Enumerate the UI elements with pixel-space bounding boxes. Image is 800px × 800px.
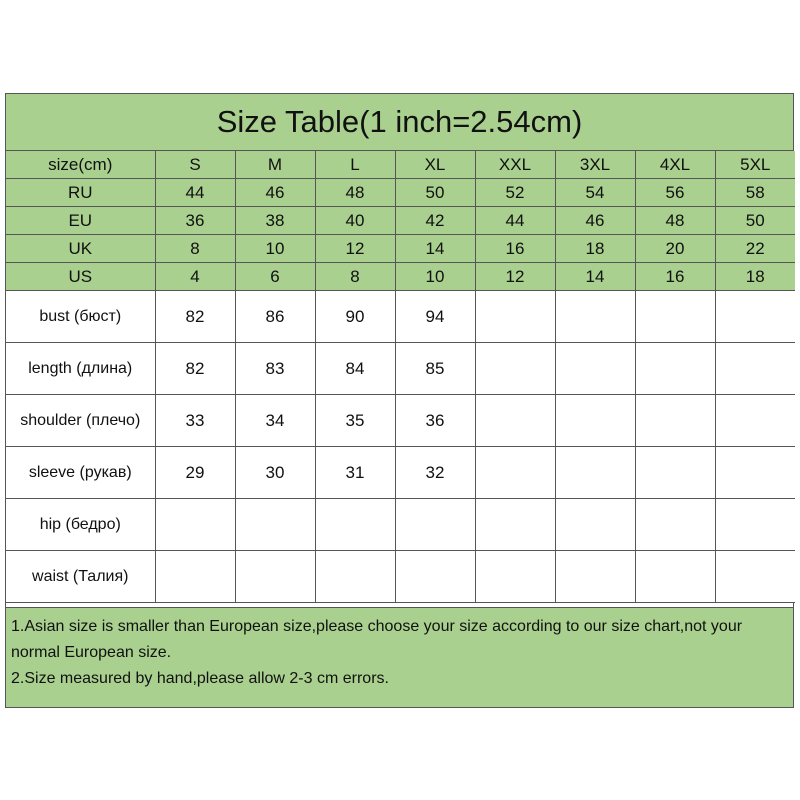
- table-cell: 20: [635, 235, 715, 263]
- row-label: EU: [6, 207, 155, 235]
- table-cell: [715, 551, 795, 603]
- table-row: [6, 551, 795, 603]
- table-cell: [155, 551, 235, 603]
- table-cell: 85: [395, 343, 475, 395]
- table-row: [6, 235, 795, 263]
- table-cell: [395, 551, 475, 603]
- table-cell: [235, 499, 315, 551]
- table-cell: 86: [235, 291, 315, 343]
- table-cell: 44: [475, 207, 555, 235]
- table-cell: 29: [155, 447, 235, 499]
- table-cell: 50: [715, 207, 795, 235]
- table-cell: [635, 343, 715, 395]
- table-cell: 36: [155, 207, 235, 235]
- table-cell: 33: [155, 395, 235, 447]
- row-label: RU: [6, 179, 155, 207]
- table-row: [6, 395, 795, 447]
- table-cell: 52: [475, 179, 555, 207]
- note-text: 1.Asian size is smaller than European size,please choose your size according to our size chart,not your normal European size.: [11, 618, 743, 661]
- row-label: bust (бюст): [6, 291, 155, 343]
- table-cell: [475, 447, 555, 499]
- table-cell: 22: [715, 235, 795, 263]
- table-cell: [475, 551, 555, 603]
- notes-box: [6, 607, 793, 707]
- table-cell: [715, 499, 795, 551]
- table-cell: [635, 291, 715, 343]
- table-cell: 44: [155, 179, 235, 207]
- table-cell: [475, 395, 555, 447]
- table-cell: 82: [155, 343, 235, 395]
- size-chart: [5, 93, 794, 708]
- table-cell: 58: [715, 179, 795, 207]
- table-cell: 18: [715, 263, 795, 291]
- table-cell: 48: [315, 179, 395, 207]
- table-cell: 10: [395, 263, 475, 291]
- table-cell: [555, 551, 635, 603]
- table-cell: 10: [235, 235, 315, 263]
- table-cell: 54: [555, 179, 635, 207]
- table-cell: 8: [315, 263, 395, 291]
- table-cell: [555, 395, 635, 447]
- table-cell: 48: [635, 207, 715, 235]
- table-row: [6, 499, 795, 551]
- table-cell: 90: [315, 291, 395, 343]
- table-cell: [635, 499, 715, 551]
- table-cell: 38: [235, 207, 315, 235]
- table-cell: 46: [235, 179, 315, 207]
- table-cell: [715, 447, 795, 499]
- table-cell: [715, 395, 795, 447]
- table-cell: [715, 343, 795, 395]
- table-cell: [635, 395, 715, 447]
- table-cell: [555, 499, 635, 551]
- table-cell: [715, 291, 795, 343]
- row-label: hip (бедро): [6, 499, 155, 551]
- row-label: waist (Талия): [6, 551, 155, 603]
- table-row: [6, 207, 795, 235]
- table-cell: 16: [475, 235, 555, 263]
- table-row: [6, 343, 795, 395]
- table-cell: [475, 291, 555, 343]
- table-cell: 14: [395, 235, 475, 263]
- table-cell: 12: [315, 235, 395, 263]
- header-cell: L: [315, 151, 395, 179]
- header-row: [6, 151, 795, 179]
- note-text: 2.Size measured by hand,please allow 2-3 cm errors.: [11, 670, 389, 687]
- table-cell: [155, 499, 235, 551]
- table-cell: [635, 551, 715, 603]
- table-row: [6, 263, 795, 291]
- table-cell: [315, 499, 395, 551]
- row-label: length (длина): [6, 343, 155, 395]
- table-cell: 35: [315, 395, 395, 447]
- table-row: [6, 447, 795, 499]
- table-cell: 16: [635, 263, 715, 291]
- table-cell: 32: [395, 447, 475, 499]
- table-cell: 36: [395, 395, 475, 447]
- table-cell: 46: [555, 207, 635, 235]
- table-row: [6, 291, 795, 343]
- size-table: [6, 151, 795, 603]
- table-cell: [555, 343, 635, 395]
- table-cell: [235, 551, 315, 603]
- table-cell: 50: [395, 179, 475, 207]
- table-cell: [555, 447, 635, 499]
- table-cell: [475, 499, 555, 551]
- table-cell: 40: [315, 207, 395, 235]
- header-cell: 4XL: [635, 151, 715, 179]
- table-cell: 4: [155, 263, 235, 291]
- table-cell: 83: [235, 343, 315, 395]
- table-cell: 14: [555, 263, 635, 291]
- chart-title: Size Table(1 inch=2.54cm): [6, 94, 793, 151]
- row-label: shoulder (плечо): [6, 395, 155, 447]
- header-cell: XL: [395, 151, 475, 179]
- row-label: UK: [6, 235, 155, 263]
- table-cell: 42: [395, 207, 475, 235]
- table-cell: 34: [235, 395, 315, 447]
- table-row: [6, 179, 795, 207]
- table-cell: [635, 447, 715, 499]
- table-cell: 94: [395, 291, 475, 343]
- header-cell: XXL: [475, 151, 555, 179]
- table-cell: 8: [155, 235, 235, 263]
- table-cell: 18: [555, 235, 635, 263]
- header-cell: size(cm): [6, 151, 155, 179]
- table-cell: 31: [315, 447, 395, 499]
- row-label: sleeve (рукав): [6, 447, 155, 499]
- table-cell: [475, 343, 555, 395]
- table-cell: 30: [235, 447, 315, 499]
- table-cell: 56: [635, 179, 715, 207]
- table-cell: 6: [235, 263, 315, 291]
- table-cell: 82: [155, 291, 235, 343]
- table-cell: 84: [315, 343, 395, 395]
- table-cell: [315, 551, 395, 603]
- header-cell: 5XL: [715, 151, 795, 179]
- header-cell: 3XL: [555, 151, 635, 179]
- table-cell: 12: [475, 263, 555, 291]
- table-cell: [555, 291, 635, 343]
- row-label: US: [6, 263, 155, 291]
- header-cell: M: [235, 151, 315, 179]
- table-cell: [395, 499, 475, 551]
- header-cell: S: [155, 151, 235, 179]
